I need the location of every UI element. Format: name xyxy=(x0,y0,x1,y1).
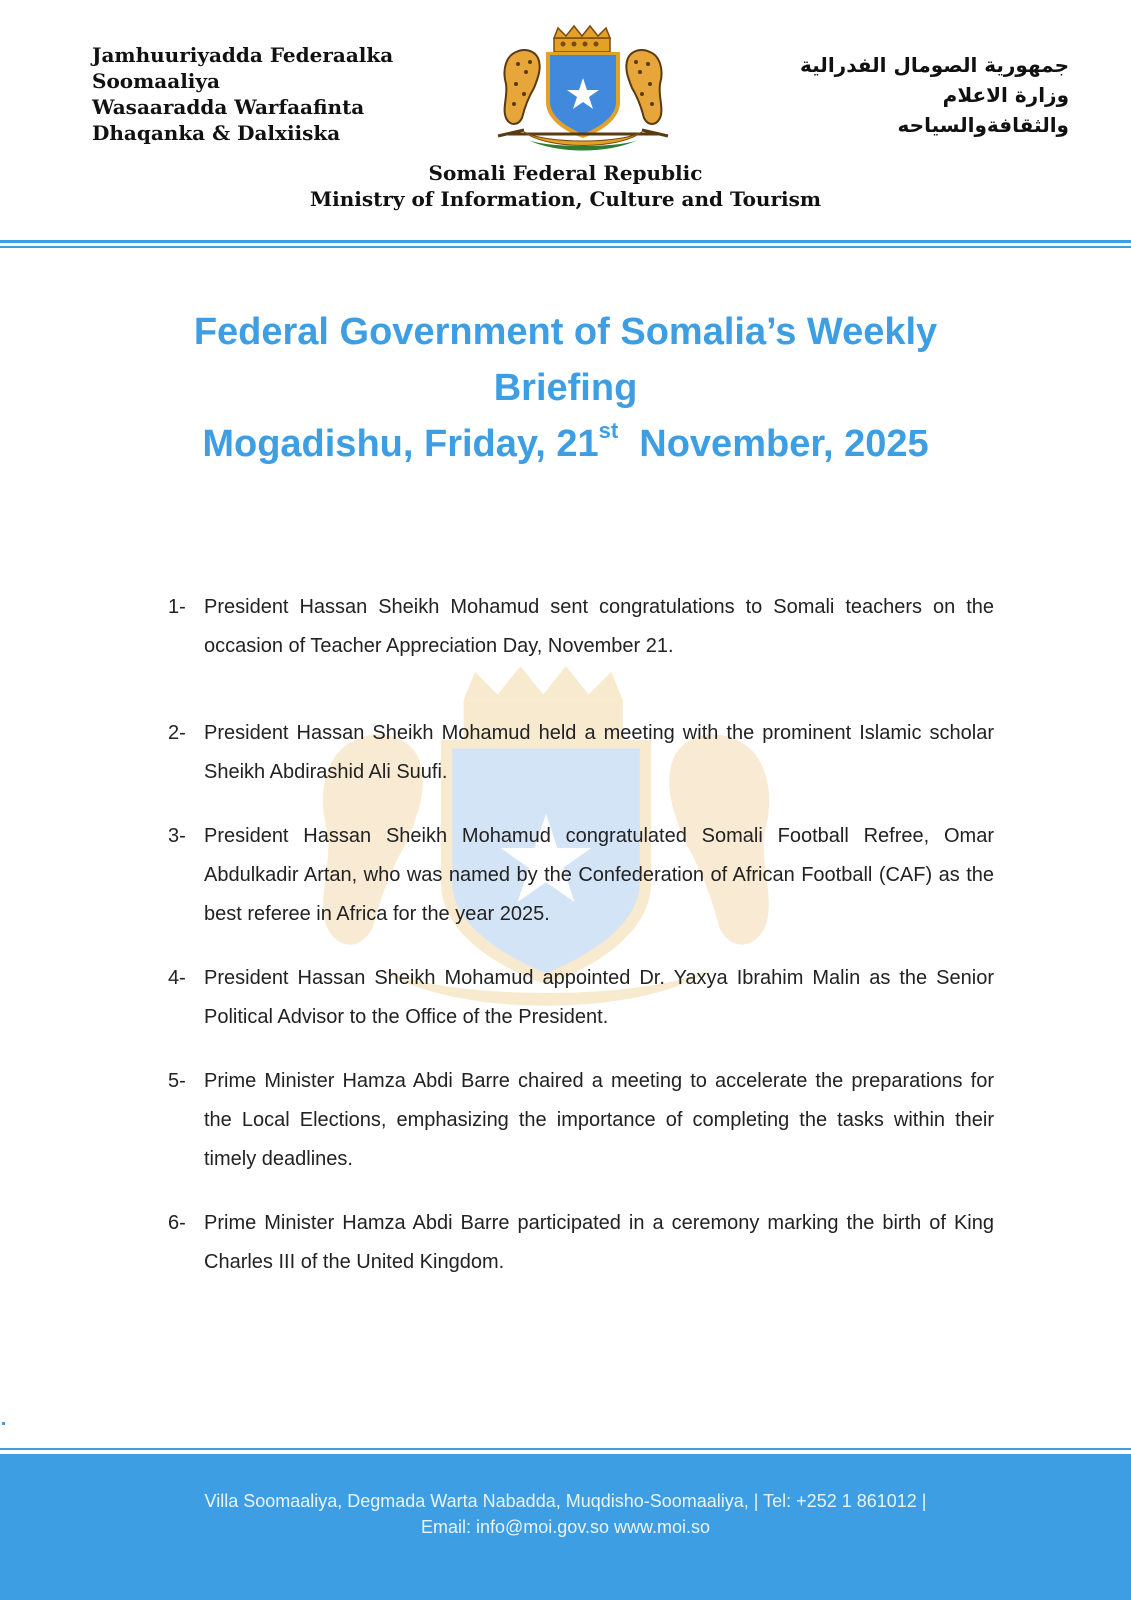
title-line: Briefing xyxy=(493,367,638,409)
item-text: President Hassan Sheikh Mohamud sent congratulations to Somali teachers on the occasion of Teacher Appreciation Day, November 21. xyxy=(204,596,994,657)
item-text: President Hassan Sheikh Mohamud congratulated Somali Football Refree, Omar Abdulkadir Artan, who was named by the Confederation of African Football (CAF) as the best referee in Africa for the year 2025. xyxy=(204,825,994,925)
header-arabic-text xyxy=(729,50,1069,140)
footer-address: Villa Soomaaliya, Degmada Warta Nabadda, Muqdisho-Soomaaliya, | Tel: +252 1 861012 | xyxy=(204,1491,927,1511)
briefing-list xyxy=(168,588,994,1282)
header-arabic-line: جمهورية الصومال الفدرالية xyxy=(800,53,1069,77)
footer xyxy=(0,1454,1131,1600)
footer-divider xyxy=(0,1448,1131,1450)
item-number: 6- xyxy=(168,1212,186,1234)
header-somali-line: Wasaaradda Warfaafinta xyxy=(92,95,365,119)
right-leopard-icon xyxy=(626,50,661,124)
title-date-line xyxy=(120,416,1011,472)
list-item xyxy=(168,1204,994,1282)
header-somali-line: Soomaaliya xyxy=(92,69,220,93)
page-title xyxy=(120,304,1011,472)
item-number: 4- xyxy=(168,967,186,989)
header-somali-line: Dhaqanka & Dalxiiska xyxy=(92,121,341,145)
footer-contact: Email: info@moi.gov.so www.moi.so xyxy=(420,1517,711,1537)
item-text: President Hassan Sheikh Mohamud appointed Dr. Yaxya Ibrahim Malin as the Senior Political Advisor to the Office of the President. xyxy=(204,967,994,1028)
crown-icon xyxy=(554,26,610,52)
header-arabic-line: وزارة الاعلام xyxy=(942,83,1069,107)
margin-mark xyxy=(2,1422,5,1425)
title-date-text: Mogadishu, Friday, 21 xyxy=(202,423,599,465)
list-item xyxy=(168,714,994,792)
ministry-name: Ministry of Information, Culture and Tourism xyxy=(309,187,822,211)
item-text: Prime Minister Hamza Abdi Barre participated in a ceremony marking the birth of King Charles III of the United Kingdom. xyxy=(204,1212,994,1273)
item-number: 3- xyxy=(168,825,186,847)
item-text: Prime Minister Hamza Abdi Barre chaired a meeting to accelerate the preparations for the Local Elections, emphasizing the importance of completing the tasks within their timely deadlines. xyxy=(204,1070,994,1170)
item-number: 1- xyxy=(168,596,186,618)
header-english-text xyxy=(0,160,1131,212)
list-item xyxy=(168,959,994,1037)
header-arabic-line: والثقافةوالسياحه xyxy=(897,113,1069,137)
left-leopard-icon xyxy=(504,50,539,124)
somali-coat-of-arms-icon xyxy=(488,22,678,158)
header-divider xyxy=(0,240,1131,243)
list-item xyxy=(168,1062,994,1179)
title-line: Federal Government of Somalia’s Weekly xyxy=(193,311,938,353)
item-number: 5- xyxy=(168,1070,186,1092)
title-date-suffix: st xyxy=(598,418,619,443)
header-divider xyxy=(0,246,1131,248)
republic-name: Somali Federal Republic xyxy=(428,161,703,185)
header-somali-line: Jamhuuriyadda Federaalka xyxy=(92,43,394,67)
list-item xyxy=(168,588,994,666)
header-somali-text xyxy=(92,42,393,146)
item-number: 2- xyxy=(168,722,186,744)
title-date-text: November, 2025 xyxy=(618,423,929,465)
item-text: President Hassan Sheikh Mohamud held a meeting with the prominent Islamic scholar Sheikh Abdirashid Ali Suufi. xyxy=(204,722,994,783)
shield-icon xyxy=(546,52,620,138)
list-item xyxy=(168,817,994,934)
